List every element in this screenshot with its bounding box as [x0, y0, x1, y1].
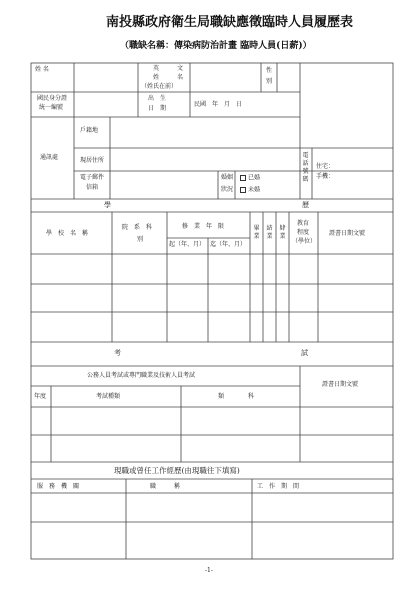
work-heading: 現職或曾任工作經歷(由現職往下填寫)	[114, 466, 240, 475]
married-checkbox[interactable]	[240, 175, 246, 181]
study-period-header: 修 業 年 限	[182, 223, 225, 230]
email-label-2: 信箱	[86, 184, 99, 191]
phone-label: 電話號碼	[302, 152, 309, 183]
unmarried-label: 未婚	[248, 186, 261, 194]
english-name-label: 英 文	[153, 65, 184, 72]
department-header-2: 別	[137, 236, 144, 243]
education-section-left: 學	[104, 201, 111, 209]
name-label: 姓 名	[35, 66, 49, 73]
degree-header: 教育	[297, 220, 310, 227]
exam-type-header: 考試種類	[96, 393, 121, 400]
work-period-header: 工 作 期 間	[257, 483, 300, 490]
exam-heading: 公務人員考試或專門職業及技術人員考試	[87, 372, 196, 379]
work-org-header: 服 務 機 關	[37, 483, 80, 490]
education-certificate-header: 證書日期文號	[329, 230, 366, 237]
marital-label-2: 狀況	[221, 186, 234, 193]
birth-date-label: 出 生	[148, 95, 167, 102]
gender-label-2: 別	[266, 78, 273, 85]
work-title-header: 職 稱	[150, 483, 181, 490]
married-label: 已婚	[248, 174, 261, 182]
id-number-label: 國民身分證	[37, 95, 68, 102]
address-label: 通訊處	[40, 154, 59, 161]
english-name-note: （姓氏在前）	[141, 83, 178, 90]
study-period-to: 迄（年、月）	[210, 241, 247, 248]
department-header: 院 系 科	[122, 224, 153, 231]
exam-category-header: 類 科	[218, 393, 255, 400]
school-name-header: 學 校 名 稱	[46, 230, 89, 237]
gender-label: 性	[266, 67, 273, 74]
unmarried-checkbox[interactable]	[240, 187, 246, 193]
married-option[interactable]	[240, 175, 260, 182]
job-subtitle: （職缺名稱：傳染病防治計畫 臨時人員(日薪)）	[120, 41, 312, 51]
unmarried-option[interactable]	[240, 187, 260, 194]
page-number: -1-	[205, 567, 213, 574]
phone-home-label: 住宅：	[316, 163, 335, 170]
email-label: 電子郵件	[80, 174, 105, 181]
degree-header-3: （學位）	[292, 238, 317, 245]
birth-date-value: 民國 年 月 日	[194, 101, 243, 108]
birth-date-label-2: 日 期	[148, 105, 167, 112]
marital-label: 婚姻	[221, 174, 234, 181]
degree-header-2: 程度	[297, 229, 310, 236]
id-number-label-2: 統一編號	[39, 104, 64, 111]
graduated-header: 畢業	[253, 225, 260, 240]
completed-header: 結業	[266, 225, 273, 240]
study-period-from: 起（年、月）	[169, 241, 206, 248]
english-name-label-2: 姓 名	[153, 74, 184, 81]
household-label: 戶籍地	[80, 127, 99, 134]
education-section-right: 歷	[302, 201, 309, 209]
residence-label: 現居住所	[80, 157, 105, 164]
exam-section-left: 考	[114, 349, 121, 357]
exam-section-right: 試	[301, 349, 308, 357]
exam-year-header: 年度	[34, 393, 47, 400]
exam-certificate-header: 證書日期文號	[322, 381, 359, 388]
page-title: 南投縣政府衛生局職缺應徵臨時人員履歷表	[106, 15, 354, 30]
phone-mobile-label: 手機：	[316, 173, 335, 180]
dropped-header: 肄業	[279, 225, 286, 240]
